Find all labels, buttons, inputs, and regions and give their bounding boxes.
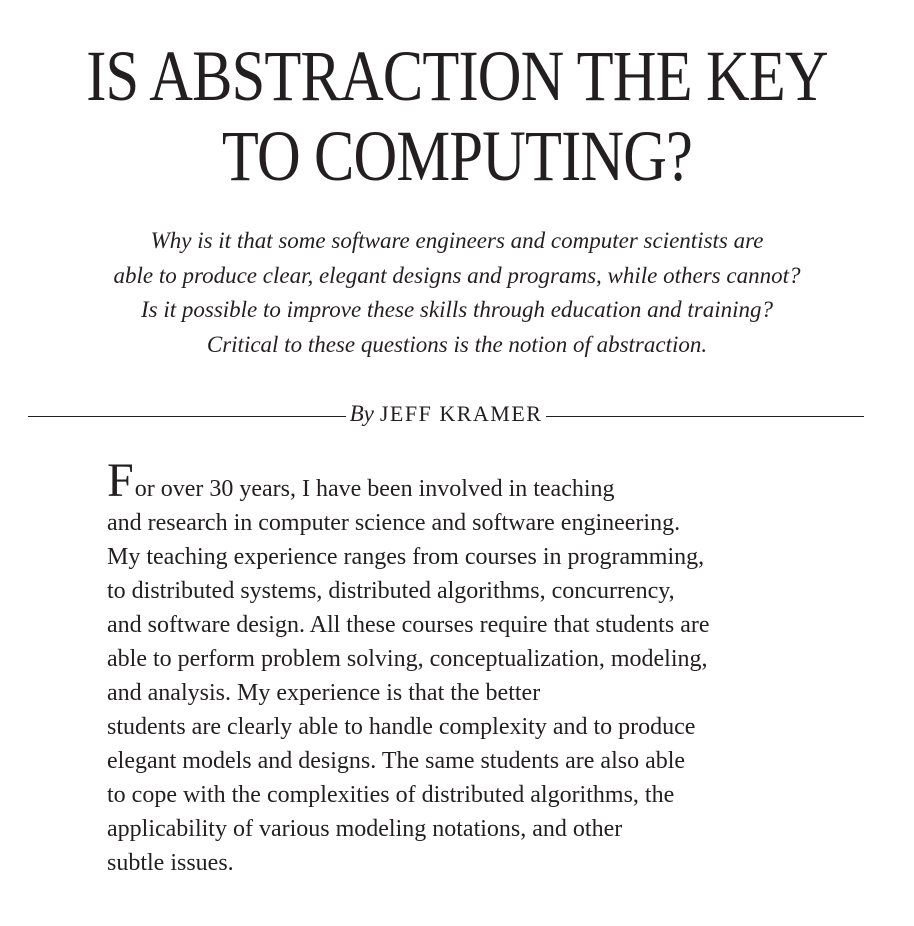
byline-prefix: By — [349, 401, 374, 426]
body-line-2: and research in computer science and software engineering. — [107, 510, 681, 536]
body-line-9: elegant models and designs. The same students are also able — [107, 748, 686, 774]
deck-line-4: Critical to these questions is the notion of abstraction. — [206, 331, 708, 357]
byline-rule-right — [546, 416, 864, 417]
byline-rule-left — [28, 416, 346, 417]
byline-author: JEFF KRAMER — [379, 401, 543, 426]
article-deck — [0, 224, 914, 362]
title-line-1: IS ABSTRACTION THE KEY — [86, 36, 828, 116]
article-title — [73, 36, 841, 196]
body-line-4: to distributed systems, distributed algorithms, concurrency, — [107, 578, 675, 604]
body-line-11: applicability of various modeling notations, and other — [107, 816, 623, 842]
body-first-line-text: or over 30 years, I have been involved in teaching — [134, 476, 615, 502]
body-line-12: subtle issues. — [107, 850, 234, 876]
body-line-3: My teaching experience ranges from courses in programming, — [107, 544, 705, 570]
byline — [346, 399, 547, 429]
deck-line-2: able to produce clear, elegant designs and programs, while others cannot? — [113, 262, 801, 288]
deck-line-1: Why is it that some software engineers and computer scientists are — [150, 228, 764, 253]
article-body — [107, 454, 847, 880]
body-line-8: students are clearly able to handle complexity and to produce — [107, 714, 696, 740]
body-line-5: and software design. All these courses require that students are — [107, 612, 710, 638]
body-line-6: able to perform problem solving, conceptualization, modeling, — [107, 646, 708, 672]
byline-row — [28, 399, 864, 429]
body-line-10: to cope with the complexities of distributed algorithms, the — [107, 782, 675, 808]
drop-cap: F — [107, 454, 134, 507]
body-line-7: and analysis. My experience is that the better — [107, 680, 541, 706]
title-line-2: TO COMPUTING? — [221, 116, 693, 196]
body-line-1 — [107, 454, 847, 507]
deck-line-3: Is it possible to improve these skills through education and training? — [140, 297, 774, 322]
